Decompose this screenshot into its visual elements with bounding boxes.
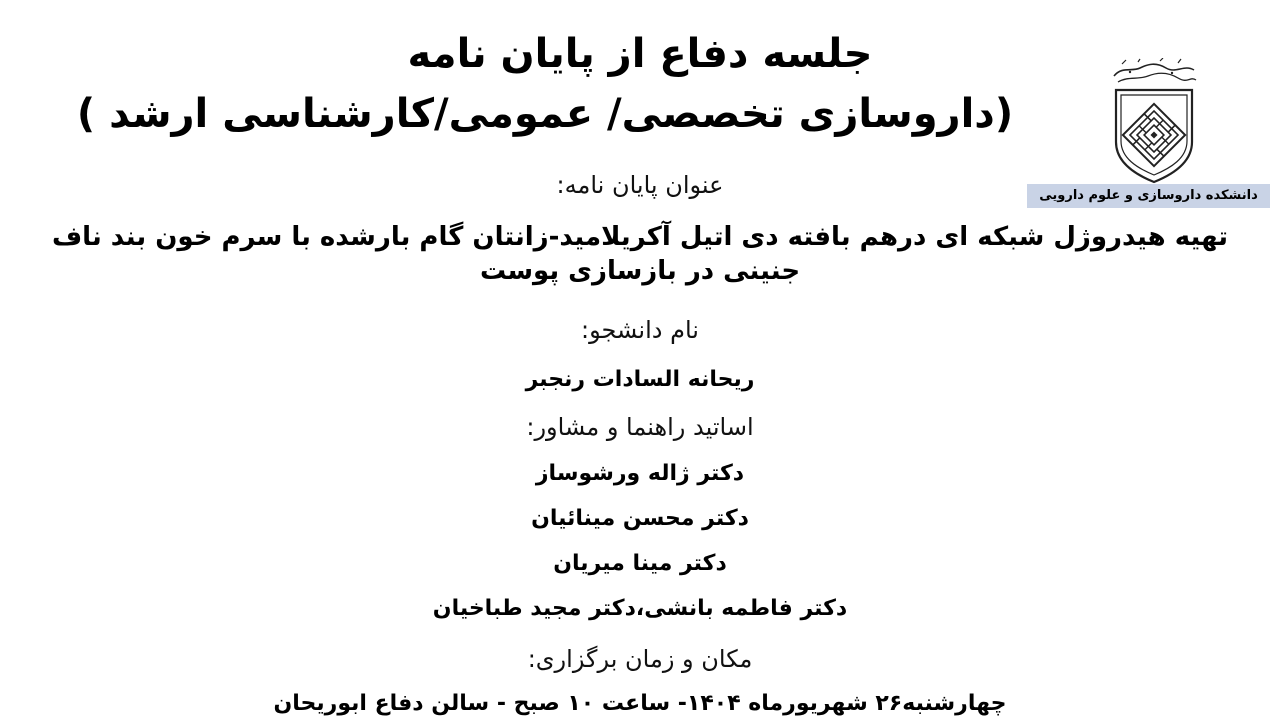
advisor-name: دکتر فاطمه بانشی،دکتر مجید طباخیان: [432, 596, 848, 621]
advisor-name: دکتر ژاله ورشوساز: [535, 461, 745, 486]
advisor-name: دکتر محسن مینائیان: [531, 506, 749, 531]
page-title: جلسه دفاع از پایان نامه: [407, 31, 873, 77]
faculty-caption: دانشکده داروسازی و علوم دارویی: [1027, 184, 1270, 208]
student-name: ریحانه السادات رنجبر: [525, 367, 755, 392]
advisor-name: دکتر مینا میریان: [553, 551, 727, 576]
thesis-title-label: عنوان پایان نامه:: [556, 171, 724, 199]
page-subtitle: (داروسازی تخصصی/ عمومی/کارشناسی ارشد ): [76, 91, 1014, 137]
thesis-title: تهیه هیدروژل شبکه ای درهم بافته دی اتیل آکریلامید-زانتان گام بارشده با سرم خون بند ناف جنینی در بازسازی پوست: [51, 222, 1229, 286]
venue-details: چهارشنبه۲۶ شهریورماه ۱۴۰۴- ساعت ۱۰ صبح - سالن دفاع ابوریحان: [273, 691, 1007, 716]
venue-label: مکان و زمان برگزاری:: [527, 645, 753, 673]
student-name-label: نام دانشجو:: [581, 316, 699, 344]
advisors-label: اساتید راهنما و مشاور:: [526, 413, 754, 441]
